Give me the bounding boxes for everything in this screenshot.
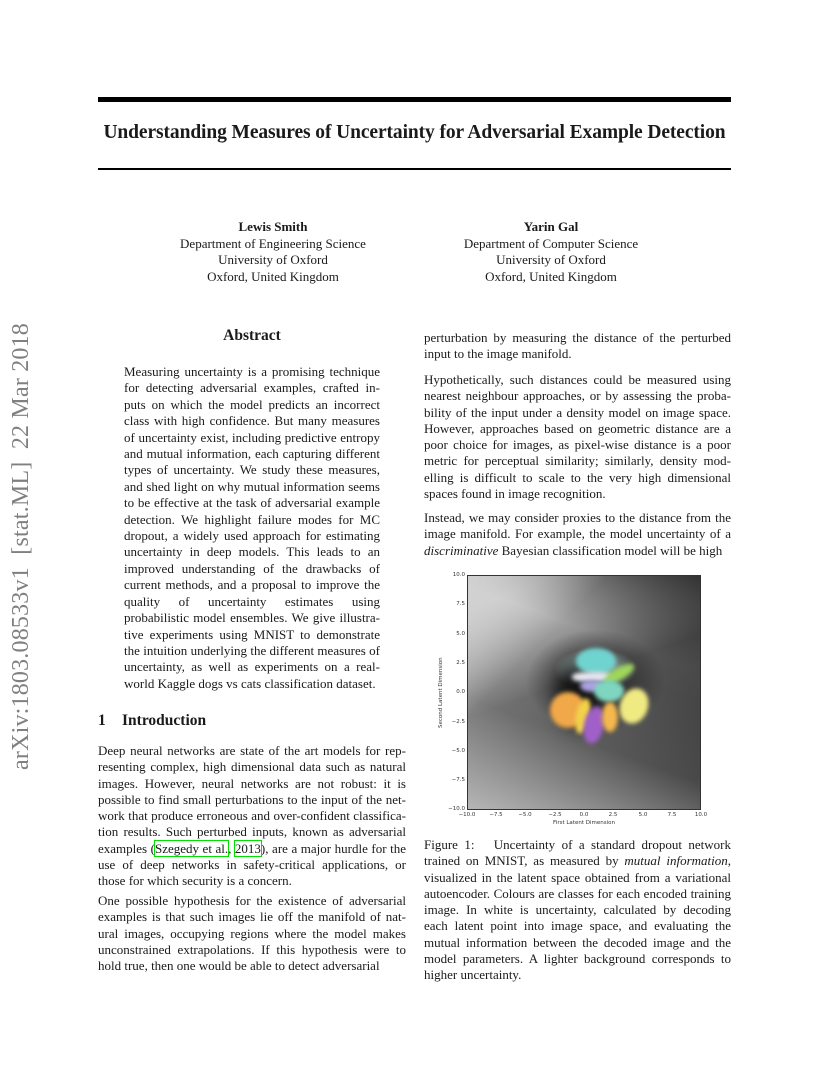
author-location: Oxford, United Kingdom: [485, 268, 617, 284]
figure-1-caption: [424, 837, 731, 984]
text-span: Instead, we may consider proxies to the distance from the image manifold. For example, the model uncertainty of a: [424, 510, 731, 542]
section-number: 1: [98, 712, 106, 729]
abstract-heading: Abstract: [223, 327, 281, 344]
text-span: , visualized in the latent space obtained from a variational autoencoder. Colours are classes for each encoded training image. In white is uncertainty, calculated by decoding each latent point into image space, and evaluating the mutual information between the decoded image and the model parameters. A lighter background corresponds to higher uncertainty.: [424, 853, 732, 983]
x-tick: −5.0: [518, 812, 532, 818]
author-block-2: [421, 219, 681, 285]
x-tick: 10.0: [694, 812, 708, 818]
citation-link-year[interactable]: 2013: [234, 840, 261, 856]
y-tick: 0.0: [456, 689, 465, 695]
arxiv-stamp: arXiv:1803.08533v1 [stat.ML] 22 Mar 2018: [8, 322, 34, 770]
text-span: ,: [228, 840, 235, 856]
abstract-text: Measuring uncertainty is a promising technique for detecting adversarial examples, crafted inputs on which the model predicts an incorrect class with high confidence. But many measures of uncertainty exist, including predictive entropy and mutual information, each capturing different types of uncertainty. We study these measures, and shed light on why mutual information seems to be effective at the task of adversarial example detection. We highlight failure modes for MC dropout, a widely used approach for estimating uncertainty in deep models. This leads to an improved understanding of the drawbacks of current methods, and a proposal to improve the quality of uncertainty estimates using probabilistic model ensembles. We give illustrative experiments using MNIST to demonstrate the intuition underlying the different measures of uncertainty, as well as experiments on a realworld Kaggle dogs vs cats classification dataset.: [124, 364, 380, 691]
y-tick: −10.0: [448, 806, 465, 812]
intro-paragraph-2: One possible hypothesis for the existence of adversarial examples is that such images lie off the manifold of natural images, occupying regions where the model makes unconstrained extrapolations. If this hypothesis were to hold true, then one would be able to detect adversarial: [98, 893, 406, 974]
emphasis: mutual information: [624, 853, 728, 869]
heatmap-plot-area: [467, 575, 701, 810]
caption-label: Figure 1:: [424, 837, 475, 852]
author-block-1: [143, 219, 403, 285]
y-axis-label: Second Latent Dimension: [438, 657, 444, 728]
author-name: Lewis Smith: [238, 219, 308, 234]
y-tick: 5.0: [456, 631, 465, 637]
author-dept: Department of Engineering Science: [180, 235, 366, 251]
text-span: ), are a major hurdle for the use of deep networks in safety-critical applications, or those for which security is a concern.: [98, 840, 406, 889]
paper-title: Understanding Measures of Uncertainty for Adversarial Example Detection: [103, 122, 726, 143]
author-university: University of Oxford: [218, 252, 328, 267]
intro-paragraph-4: Hypothetically, such distances could be measured using nearest neighbour approaches, or by assessing the probability of the input under a density model on image space. However, approaches based on geometric distance are a poor choice for images, as pixel-wise distance is a poor metric for perceptual similarity; similarly, density modelling is difficult to scale to the very high dimensional spaces found in image recognition.: [424, 372, 731, 502]
y-tick: −5.0: [451, 748, 465, 754]
text-span: Deep neural networks are state of the art models for representing complex, high dimensional data such as natural images. However, neural networks are not robust: it is possible to find small perturbations to the input of the network that produce erroneous and over-confident classification results. Such perturbed inputs, known as adversarial examples (: [98, 743, 406, 856]
x-tick: 7.5: [667, 812, 677, 818]
intro-paragraph-5: [424, 510, 731, 559]
cluster-cyan: [576, 648, 616, 674]
x-tick: −2.5: [548, 812, 562, 818]
x-tick: 5.0: [638, 812, 648, 818]
x-tick: 2.5: [608, 812, 618, 818]
x-tick: −10.0: [458, 812, 476, 818]
author-dept: Department of Computer Science: [463, 235, 639, 251]
author-location: Oxford, United Kingdom: [207, 268, 339, 284]
title-rule-top: [98, 97, 731, 102]
x-tick: −7.5: [489, 812, 503, 818]
cluster-light-orange: [602, 702, 618, 732]
section-heading-introduction: [98, 712, 206, 730]
y-tick: 2.5: [456, 660, 465, 666]
author-name: Yarin Gal: [523, 219, 579, 234]
emphasis: discriminative: [424, 542, 499, 558]
author-university: University of Oxford: [496, 252, 606, 267]
y-tick: −7.5: [451, 777, 465, 783]
cluster-teal: [594, 680, 624, 702]
text-span: Uncertainty of a standard dropout network trained on MNIST, as measured by: [424, 837, 732, 869]
citation-link-author[interactable]: Szegedy et al.: [154, 840, 229, 856]
y-tick: −2.5: [451, 719, 465, 725]
intro-paragraph-3: perturbation by measuring the distance of the perturbed input to the image manifold.: [424, 330, 731, 362]
figure-1-latent-space-plot: [432, 568, 722, 830]
section-title: Introduction: [122, 712, 207, 729]
y-tick: 10.0: [452, 572, 465, 578]
intro-paragraph-1: [98, 743, 406, 890]
title-rule-bottom: [98, 168, 731, 170]
y-tick: 7.5: [456, 601, 465, 607]
x-axis-label: First Latent Dimension: [553, 820, 615, 826]
x-tick: 0.0: [579, 812, 589, 818]
text-span: Bayesian classification model will be high: [498, 542, 723, 558]
